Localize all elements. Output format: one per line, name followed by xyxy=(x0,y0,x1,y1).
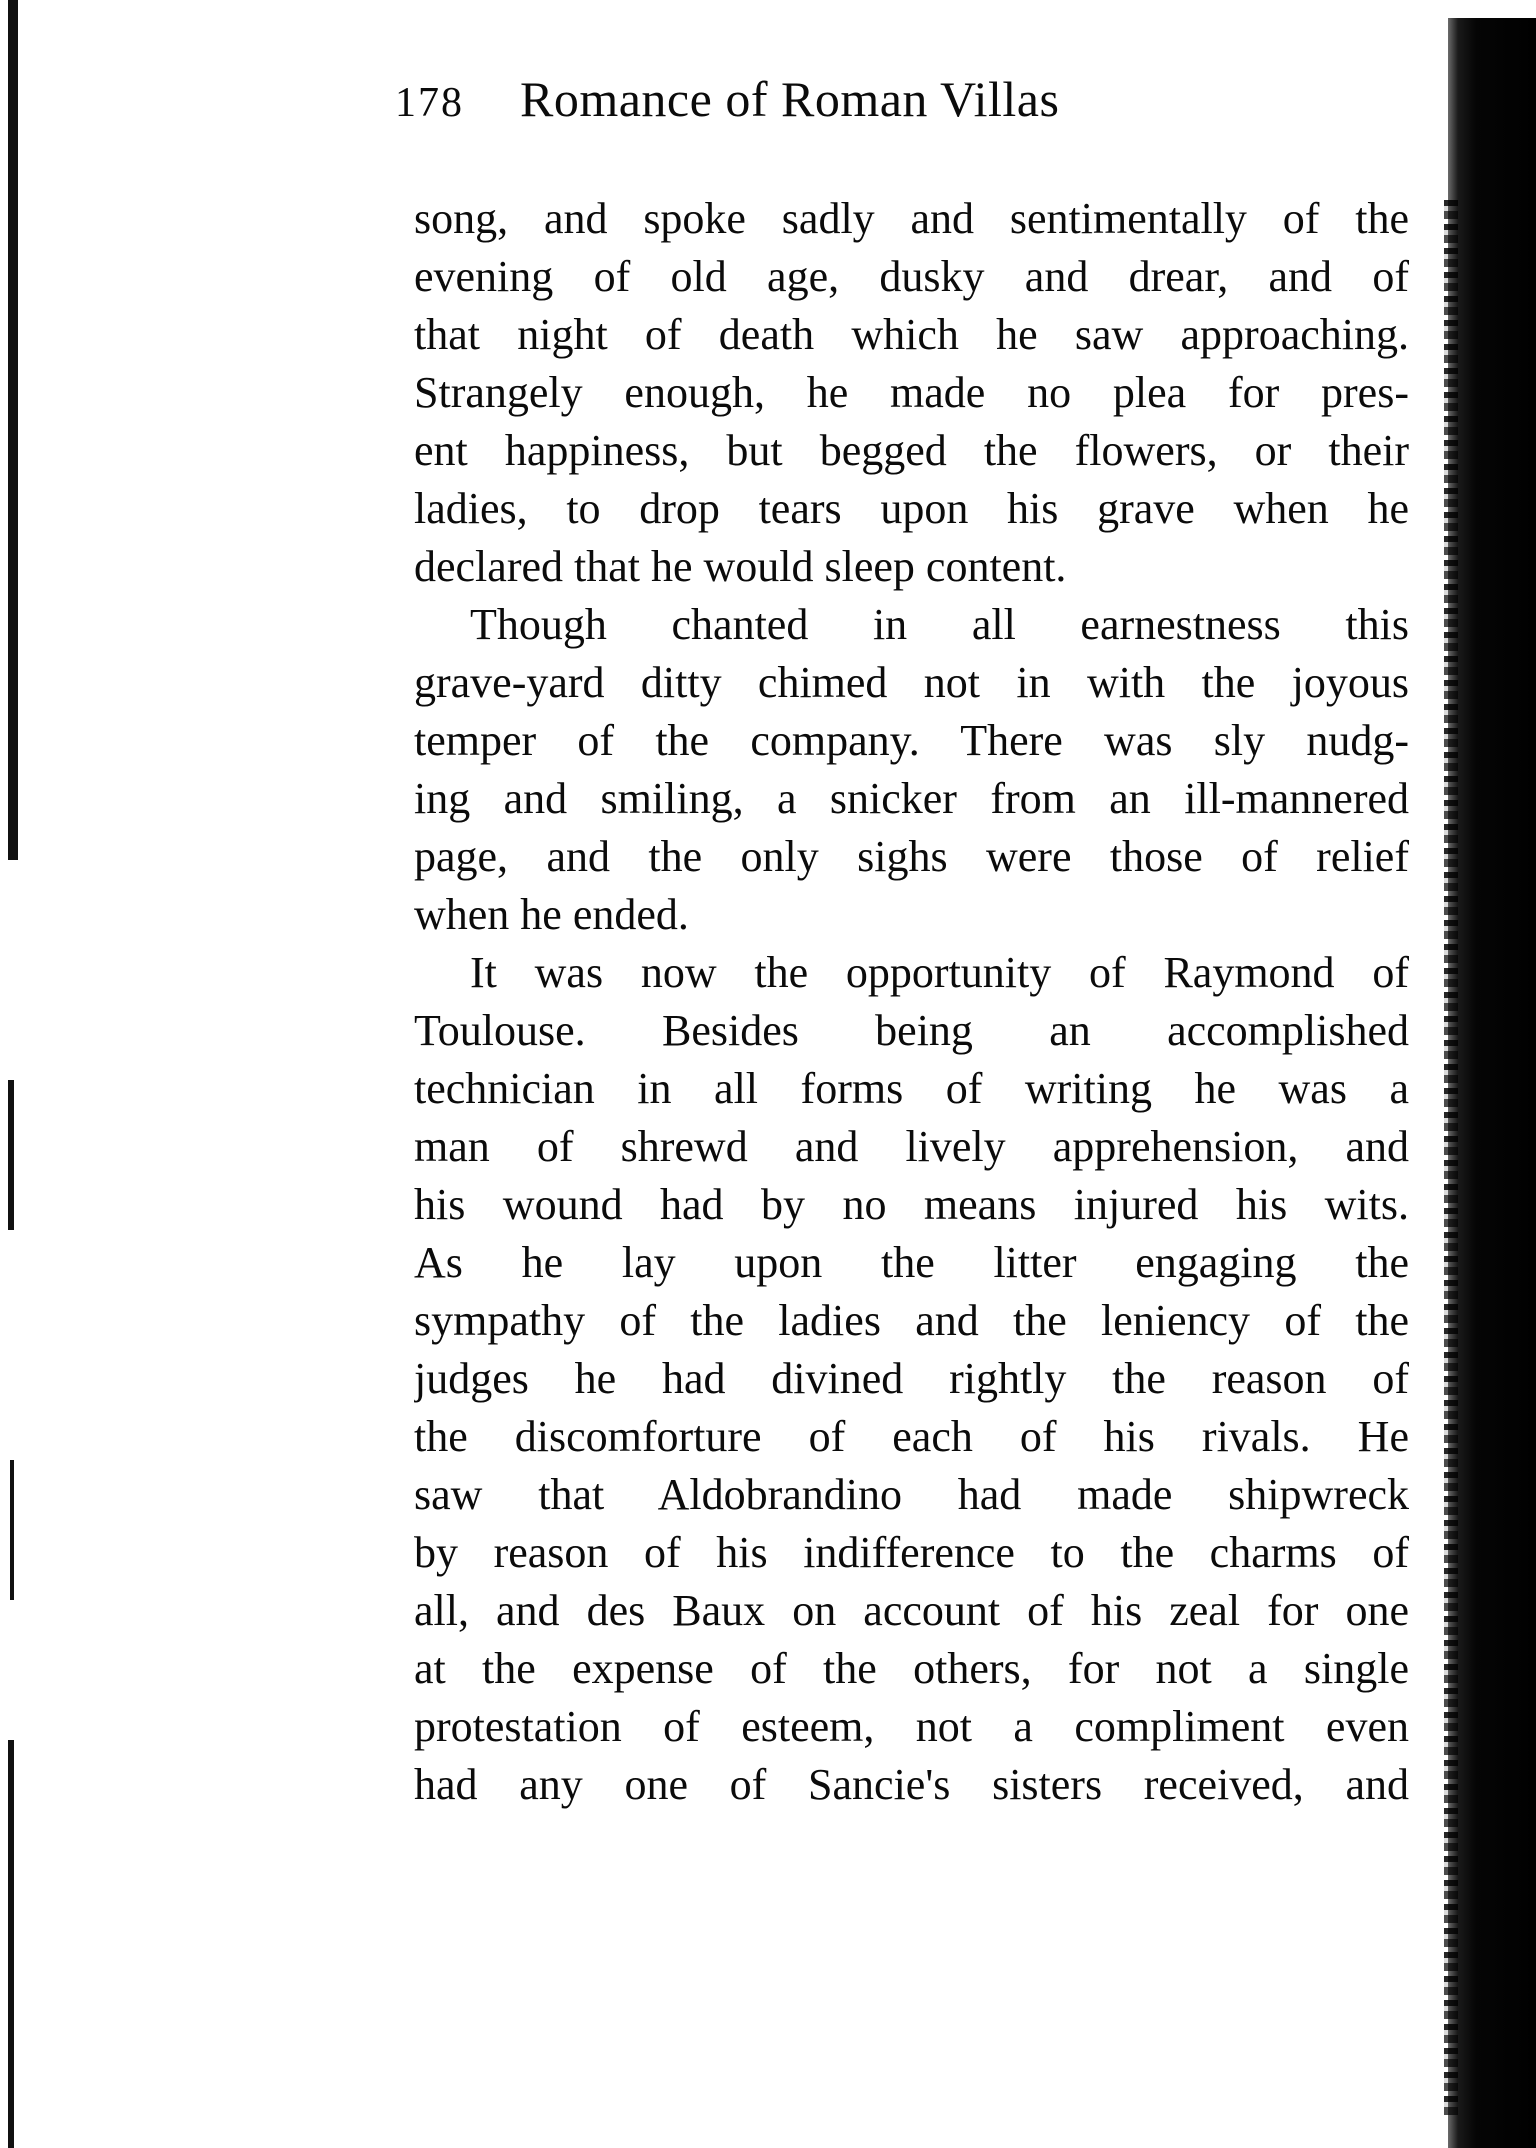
text-line: had any one of Sancie's sisters received, and xyxy=(414,1760,1409,1809)
right-page-edge-shadow xyxy=(1448,18,1536,2148)
text-line: As he lay upon the litter engaging the xyxy=(414,1238,1409,1287)
text-line: all, and des Baux on account of his zeal for one xyxy=(414,1586,1409,1635)
text-line: when he ended. xyxy=(414,890,689,939)
text-line: Strangely enough, he made no plea for pres- xyxy=(414,368,1409,417)
left-binding-edge-mark xyxy=(8,1740,14,2148)
text-line: evening of old age, dusky and drear, and of xyxy=(414,252,1409,301)
text-line: technician in all forms of writing he was a xyxy=(414,1064,1409,1113)
text-line: the discomforture of each of his rivals. He xyxy=(414,1412,1409,1461)
paragraph-first-line: It was now the opportunity of Raymond of xyxy=(470,948,1409,997)
running-title: Romance of Roman Villas xyxy=(520,71,1060,127)
left-binding-edge-mark xyxy=(8,1080,14,1230)
text-line: song, and spoke sadly and sentimentally of the xyxy=(414,194,1409,243)
text-line: by reason of his indifference to the charms of xyxy=(414,1528,1409,1577)
text-line: man of shrewd and lively apprehension, and xyxy=(414,1122,1409,1171)
text-line: declared that he would sleep content. xyxy=(414,542,1067,591)
left-binding-edge-mark xyxy=(10,1460,14,1600)
text-line: page, and the only sighs were those of relief xyxy=(414,832,1409,881)
running-header xyxy=(395,70,1059,140)
text-line: temper of the company. There was sly nudg- xyxy=(414,716,1409,765)
body-text xyxy=(414,190,1409,1814)
page-number: 178 xyxy=(395,80,464,126)
right-page-edge-fray xyxy=(1444,200,1458,2120)
text-line: sympathy of the ladies and the leniency of the xyxy=(414,1296,1409,1345)
text-line: protestation of esteem, not a compliment even xyxy=(414,1702,1409,1751)
text-line: Toulouse. Besides being an accomplished xyxy=(414,1006,1409,1055)
text-line: saw that Aldobrandino had made shipwreck xyxy=(414,1470,1409,1519)
text-line: grave-yard ditty chimed not in with the joyous xyxy=(414,658,1409,707)
text-line: ladies, to drop tears upon his grave when he xyxy=(414,484,1409,533)
text-line: judges he had divined rightly the reason of xyxy=(414,1354,1409,1403)
text-line: ent happiness, but begged the flowers, or their xyxy=(414,426,1409,475)
paragraph-first-line: Though chanted in all earnestness this xyxy=(470,600,1409,649)
text-line: ing and smiling, a snicker from an ill-mannered xyxy=(414,774,1409,823)
left-binding-edge xyxy=(8,0,18,860)
text-line: his wound had by no means injured his wits. xyxy=(414,1180,1409,1229)
text-line: at the expense of the others, for not a single xyxy=(414,1644,1409,1693)
text-line: that night of death which he saw approaching. xyxy=(414,310,1409,359)
